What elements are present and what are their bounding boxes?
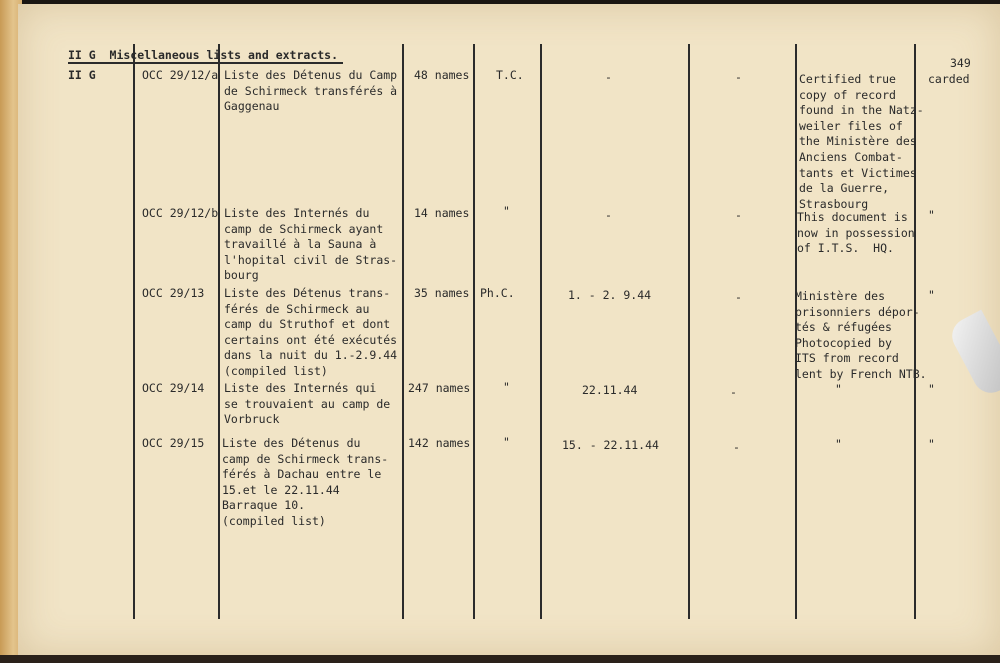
row-count: 142 names xyxy=(408,436,471,450)
row-remarks: Ministère des prisonniers dépor- tés & réfugées Photocopied by ITS from record lent by French NTB. xyxy=(795,289,927,381)
row-date: - xyxy=(605,70,612,84)
row-remarks: " xyxy=(835,382,842,396)
row-date: - xyxy=(605,208,612,222)
row-type: " xyxy=(503,380,510,394)
column-rule xyxy=(402,44,404,619)
row-reference: OCC 29/13 xyxy=(142,286,205,300)
row-count: 48 names xyxy=(414,68,470,82)
row-type: " xyxy=(503,435,510,449)
page-bottom-edge xyxy=(0,655,1000,663)
row-misc: - xyxy=(735,208,742,222)
row-misc: - xyxy=(735,290,742,304)
row-date: 1. - 2. 9.44 xyxy=(568,288,652,302)
row-date: 15. - 22.11.44 xyxy=(562,438,659,452)
row-title: Liste des Internés du camp de Schirmeck ayant travaillé à la Sauna à l'hopital civil de Stras- bourg xyxy=(224,206,398,283)
row-remarks: Certified true copy of record found in the Natz- weiler files of the Ministère des Anciens Combat- tants et Victimes de la Guerre, Strasbourg xyxy=(799,72,924,211)
row-title: Liste des Détenus du camp de Schirmeck trans- férés à Dachau entre le 15.et le 22.11.44 Barraque 10. (compiled list) xyxy=(222,436,389,528)
row-status: " xyxy=(928,208,935,222)
column-rule xyxy=(688,44,690,619)
row-status: " xyxy=(928,382,935,396)
row-remarks: " xyxy=(835,437,842,451)
column-rule xyxy=(540,44,542,619)
row-count: 35 names xyxy=(414,286,470,300)
row-count: 14 names xyxy=(414,206,470,220)
row-type: Ph.C. xyxy=(480,286,515,300)
row-status: " xyxy=(928,288,935,302)
row-remarks: This document is now in possession of I.T.S. HQ. xyxy=(797,210,915,256)
row-reference: OCC 29/15 xyxy=(142,436,205,450)
row-count: 247 names xyxy=(408,381,471,395)
row-section: II G xyxy=(68,68,96,82)
row-misc: - xyxy=(730,385,737,399)
row-reference: OCC 29/12/b xyxy=(142,206,219,220)
row-date: 22.11.44 xyxy=(582,383,638,397)
column-rule xyxy=(473,44,475,619)
row-status: carded xyxy=(928,72,970,86)
row-misc: - xyxy=(735,70,742,84)
row-status: " xyxy=(928,437,935,451)
column-rule xyxy=(218,44,220,619)
row-title: Liste des Détenus trans- férés de Schirmeck au camp du Struthof et dont certains ont été exécutés dans la nuit du 1.-2.9.44 (compiled list) xyxy=(224,286,398,378)
page-number: 349 xyxy=(950,56,971,70)
row-misc: - xyxy=(733,440,740,454)
section-heading: II G Miscellaneous lists and extracts. xyxy=(68,48,339,62)
column-rule xyxy=(133,44,135,619)
row-title: Liste des Détenus du Camp de Schirmeck transférés à Gaggenau xyxy=(224,68,398,114)
row-reference: OCC 29/12/a xyxy=(142,68,219,82)
row-type: " xyxy=(503,204,510,218)
row-reference: OCC 29/14 xyxy=(142,381,205,395)
row-title: Liste des Internés qui se trouvaient au camp de Vorbruck xyxy=(224,381,391,427)
row-type: T.C. xyxy=(496,68,524,82)
